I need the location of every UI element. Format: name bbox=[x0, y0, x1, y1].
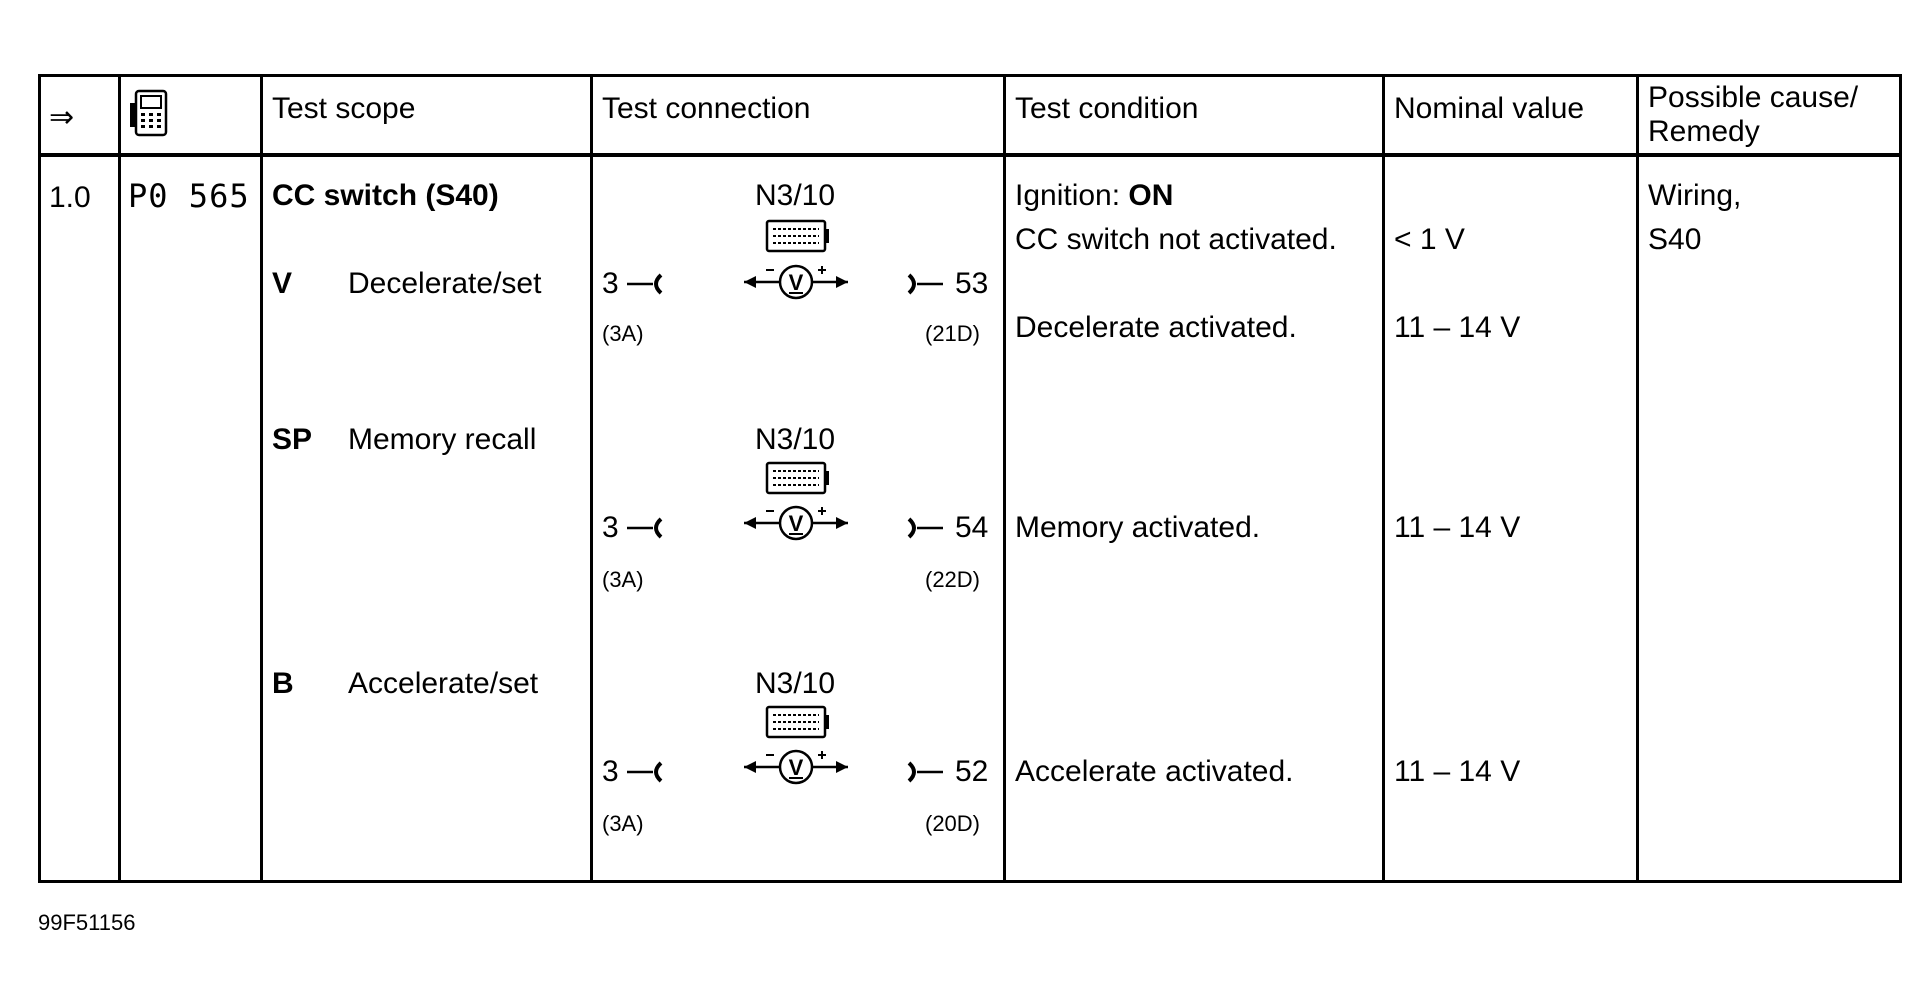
connection-diagrams: V bbox=[41, 77, 1905, 886]
pin-right-sub: (20D) bbox=[925, 811, 981, 836]
row-title: CC switch (S40) bbox=[272, 179, 499, 212]
pin-right: 52 bbox=[955, 755, 989, 788]
pin-left-sub: (3A) bbox=[602, 811, 644, 836]
subtest-key: SP bbox=[272, 423, 313, 456]
subtest-label: Accelerate/set bbox=[348, 667, 539, 700]
header-test-scope: Test scope bbox=[272, 92, 416, 125]
header-test-condition: Test condition bbox=[1015, 92, 1199, 125]
header-test-connection: Test connection bbox=[602, 92, 811, 125]
pin-left-sub: (3A) bbox=[602, 567, 644, 592]
figure-id: 99F51156 bbox=[38, 910, 136, 935]
header-remedy: Remedy bbox=[1648, 115, 1760, 148]
arrow-header: ⇒ bbox=[49, 101, 75, 134]
pin-right-sub: (21D) bbox=[925, 321, 981, 346]
fault-code: P0 565 bbox=[128, 177, 250, 215]
subtest-key: B bbox=[272, 667, 294, 700]
subtest-value: 11 – 14 V bbox=[1394, 511, 1521, 544]
subtest-condition: Memory activated. bbox=[1015, 511, 1261, 544]
not-activated-condition: CC switch not activated. bbox=[1015, 223, 1337, 256]
cause-wiring: Wiring, bbox=[1648, 179, 1742, 212]
subtest-label: Memory recall bbox=[348, 423, 537, 456]
subtest-value: 11 – 14 V bbox=[1394, 755, 1521, 788]
module-label: N3/10 bbox=[755, 423, 836, 456]
cause-s40: S40 bbox=[1648, 223, 1702, 256]
module-label: N3/10 bbox=[755, 667, 836, 700]
subtest-condition: Accelerate activated. bbox=[1015, 755, 1294, 788]
pin-right-sub: (22D) bbox=[925, 567, 981, 592]
pin-right: 53 bbox=[955, 267, 989, 300]
subtest-key: V bbox=[272, 267, 293, 300]
not-activated-value: < 1 V bbox=[1394, 223, 1465, 256]
ignition-value: ON bbox=[1128, 179, 1174, 212]
step-number: 1.0 bbox=[49, 181, 91, 214]
header-nominal-value: Nominal value bbox=[1394, 92, 1585, 125]
header-possible-cause: Possible cause/ bbox=[1648, 81, 1859, 114]
pin-left: 3 bbox=[602, 755, 619, 788]
subtest-value: 11 – 14 V bbox=[1394, 311, 1521, 344]
test-table bbox=[33, 65, 1902, 883]
pin-left: 3 bbox=[602, 511, 619, 544]
pin-right: 54 bbox=[955, 511, 989, 544]
ignition-label: Ignition: bbox=[1015, 179, 1129, 212]
pin-left-sub: (3A) bbox=[602, 321, 644, 346]
subtest-condition: Decelerate activated. bbox=[1015, 311, 1297, 344]
pin-left: 3 bbox=[602, 267, 619, 300]
module-label: N3/10 bbox=[755, 179, 836, 212]
subtest-label: Decelerate/set bbox=[348, 267, 542, 300]
